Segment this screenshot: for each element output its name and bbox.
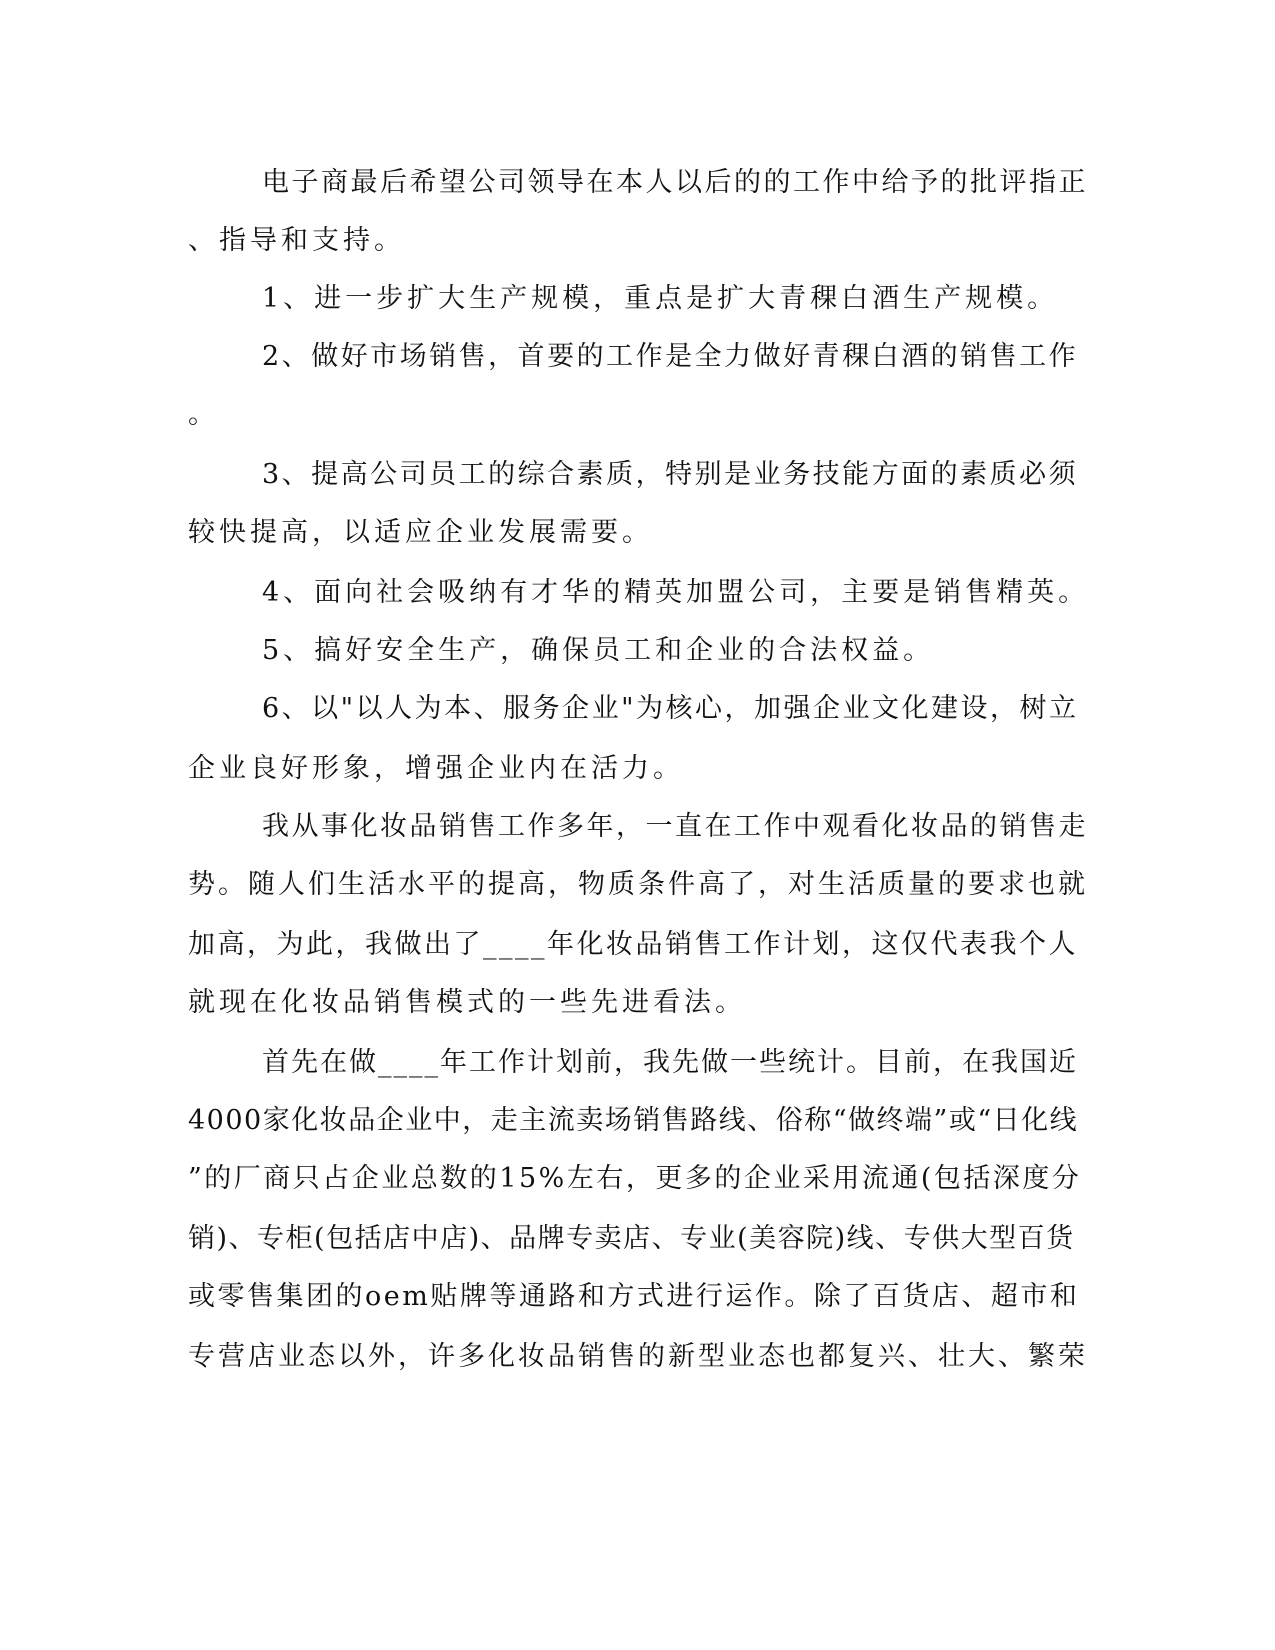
text-line: 较快提高，以适应企业发展需要。 <box>188 517 653 548</box>
text-line: 6、以"以人为本、服务企业"为核心，加强企业文化建设，树立 <box>262 693 1079 724</box>
text-line: 电子商最后希望公司领导在本人以后的的工作中给予的批评指正 <box>262 167 1088 198</box>
text-line: 势。随人们生活水平的提高，物质条件高了，对生活质量的要求也就 <box>188 869 1088 900</box>
text-line: 1、进一步扩大生产规模，重点是扩大青稞白酒生产规模。 <box>262 283 1059 314</box>
text-line: 专营店业态以外，许多化妆品销售的新型业态也都复兴、壮大、繁荣 <box>188 1341 1088 1372</box>
text-line: 4000家化妆品企业中，走主流卖场销售路线、俗称“做终端”或“日化线 <box>188 1105 1079 1136</box>
text-line: 我从事化妆品销售工作多年，一直在工作中观看化妆品的销售走 <box>262 811 1088 842</box>
text-line: 5、搞好安全生产，确保员工和企业的合法权益。 <box>262 635 935 666</box>
text-line: 3、提高公司员工的综合素质，特别是业务技能方面的素质必须 <box>262 459 1079 490</box>
text-line: 。 <box>188 399 219 430</box>
text-line: 4、面向社会吸纳有才华的精英加盟公司，主要是销售精英。 <box>262 577 1090 608</box>
text-line: 或零售集团的oem贴牌等通路和方式进行运作。除了百货店、超市和 <box>188 1281 1080 1312</box>
text-line: ”的厂商只占企业总数的15%左右，更多的企业采用流通(包括深度分 <box>188 1163 1082 1194</box>
text-line: 加高，为此，我做出了____年化妆品销售工作计划，这仅代表我个人 <box>188 929 1078 960</box>
text-line: 企业良好形象，增强企业内在活力。 <box>188 753 684 784</box>
text-line: 就现在化妆品销售模式的一些先进看法。 <box>188 987 746 1018</box>
text-line: 2、做好市场销售，首要的工作是全力做好青稞白酒的销售工作 <box>262 341 1079 372</box>
text-line: 销)、专柜(包括店中店)、品牌专卖店、专业(美容院)线、专供大型百货 <box>188 1223 1075 1254</box>
text-line: 首先在做____年工作计划前，我先做一些统计。目前，在我国近 <box>262 1047 1078 1078</box>
text-line: 、指导和支持。 <box>188 225 405 256</box>
